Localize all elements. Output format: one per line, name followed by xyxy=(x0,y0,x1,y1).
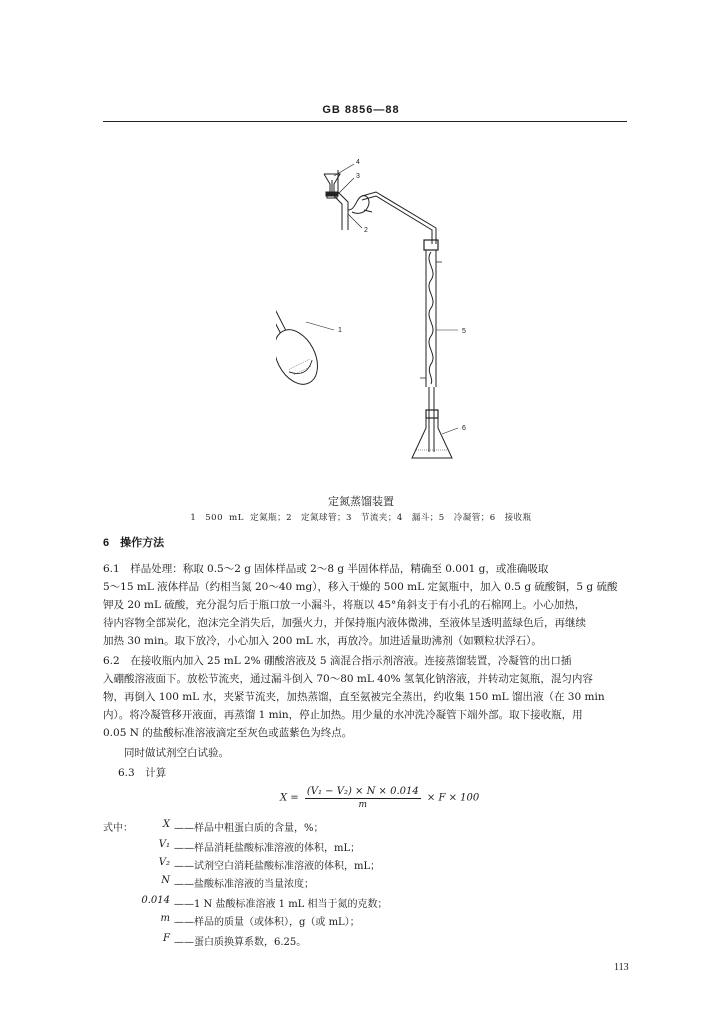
figure-label-1: 1 xyxy=(338,327,342,334)
calculation-heading: 6.3 计算 xyxy=(118,767,167,779)
definition-symbol: X xyxy=(162,819,170,830)
text-line: 内）。将冷凝管移开液面，再蒸馏 1 min，停止加热。用少量的水冲洗冷凝管下端外部。取下接收瓶，用 xyxy=(103,709,583,721)
formula-lhs: X = xyxy=(280,792,299,804)
text-line: 5～15 mL 液体样品（约相当氮 20～40 mg），移入干燥的 500 mL 定氮瓶中，加入 0.5 g 硫酸铜，5 g 硫酸 xyxy=(103,581,618,593)
figure-label-4: 4 xyxy=(356,159,360,166)
text-line: 0.05 N 的盐酸标准溶液滴定至灰色或蓝紫色为终点。 xyxy=(103,727,353,739)
figure-caption-title: 定氮蒸馏装置 xyxy=(328,495,394,508)
receiving-flask xyxy=(412,387,452,458)
definition-symbol: V₁ xyxy=(158,839,170,850)
figure-caption-legend: 1 500 mL 定氮瓶；2 定氮球管；3 节流夹；4 漏斗；5 冷凝管；6 接收瓶 xyxy=(190,513,532,523)
text-line: 6.2 在接收瓶内加入 25 mL 2% 硼酸溶液及 5 滴混合指示剂溶液。连接蒸馏装置，冷凝管的出口插 xyxy=(103,655,572,667)
definition-text: ——样品的质量（或体积），g（或 mL）； xyxy=(174,917,360,928)
formula-rhs: × F × 100 xyxy=(426,792,480,804)
pinch-clamp xyxy=(326,192,338,198)
condenser xyxy=(420,240,442,387)
text-line: 6.1 样品处理：称取 0.5～2 g 固体样品或 2～8 g 半固体样品，精确至 0.001 g，或准确吸取 xyxy=(103,563,549,575)
formula-denominator: m xyxy=(358,800,368,810)
formula-numerator: (V₁ − V₂) × N × 0.014 xyxy=(306,786,419,797)
definition-text: ——1 N 盐酸标准溶液 1 mL 相当于氮的克数； xyxy=(174,899,388,910)
definition-text: ——蛋白质换算系数，6.25。 xyxy=(174,937,307,948)
definition-text: ——盐酸标准溶液的当量浓度； xyxy=(174,879,314,890)
definition-symbol: V₂ xyxy=(158,857,170,868)
protein-formula xyxy=(280,786,479,810)
text-line: 待内容物全部炭化，泡沫完全消失后，加强火力，并保持瓶内液体微沸，至液体呈透明蓝绿色后，再继续 xyxy=(103,617,586,629)
definition-symbol: m xyxy=(160,913,170,924)
page-header: GB 8856—88 xyxy=(322,104,400,116)
header-rule xyxy=(103,121,627,122)
definition-text: ——试剂空白消耗盐酸标准溶液的体积，mL； xyxy=(174,861,381,872)
kjeldahl-flask xyxy=(276,231,326,392)
definition-symbol: 0.014 xyxy=(141,895,170,906)
text-line: 加热 30 min。取下放冷，小心加入 200 mL 水，再放冷。加进适量助沸剂（如颗粒状浮石）。 xyxy=(103,635,542,647)
formula-fraction xyxy=(305,786,421,810)
delivery-tube xyxy=(362,192,436,244)
figure-label-2: 2 xyxy=(364,227,368,234)
text-line: 钾及 20 mL 硫酸，充分混匀后于瓶口放一小漏斗，将瓶以 45°角斜支于有小孔的石棉网上。小心加热， xyxy=(103,599,586,611)
page-number: 113 xyxy=(614,962,629,973)
blank-test-note: 同时做试剂空白试验。 xyxy=(124,747,229,759)
section-heading: 6 操作方法 xyxy=(103,537,165,549)
figure-label-6: 6 xyxy=(462,425,466,432)
definitions-intro: 式中： xyxy=(103,823,133,834)
definition-symbol: N xyxy=(161,875,170,886)
text-line: 物，再倒入 100 mL 水，夹紧节流夹，加热蒸馏，直至氨被完全蒸出，约收集 150 mL 馏出液（在 30 min xyxy=(103,691,605,703)
text-line: 入硼酸溶液面下。放松节流夹，通过漏斗倒入 70～80 mL 40% 氢氧化钠溶液，并转动定氮瓶，混匀内容 xyxy=(103,673,593,685)
definition-symbol: F xyxy=(163,933,170,944)
definition-text: ——样品消耗盐酸标准溶液的体积，mL； xyxy=(174,843,361,854)
figure-label-5: 5 xyxy=(462,328,466,335)
kjeldahl-bulb-tube xyxy=(332,170,372,230)
definition-text: ——样品中粗蛋白质的含量，%； xyxy=(174,823,324,834)
figure-label-3: 3 xyxy=(356,173,360,180)
distillation-apparatus-figure xyxy=(276,152,486,472)
